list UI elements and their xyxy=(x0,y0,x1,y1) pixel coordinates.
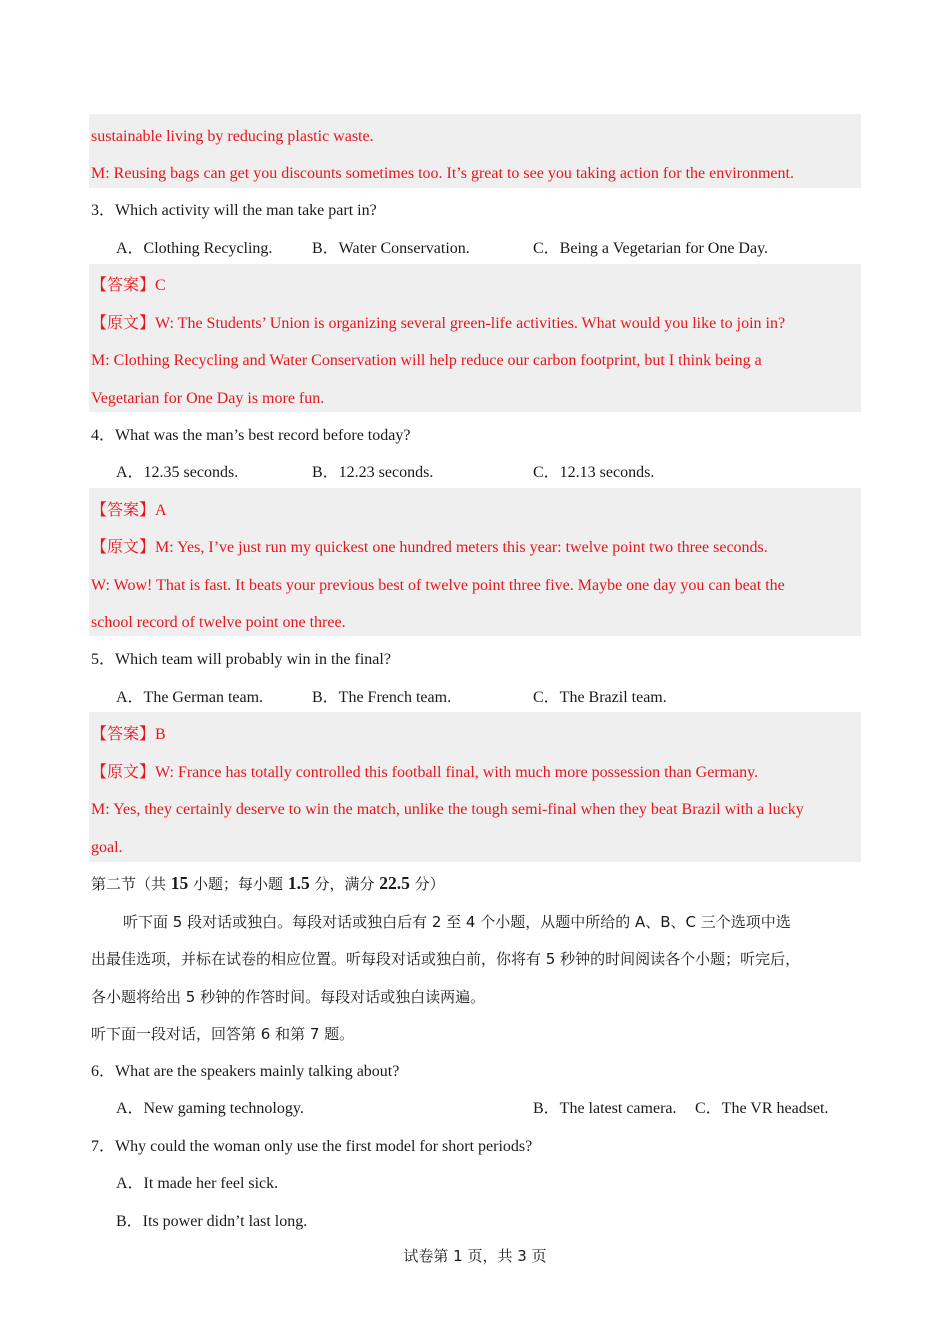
q5-transcript-line-1: 【原文】W: France has totally controlled this football final, with much more possession than Germany. xyxy=(91,764,759,781)
q5-option-c: C．The Brazil team. xyxy=(533,689,667,706)
heading-num-total: 22.5 xyxy=(379,873,410,893)
instructions-line-2: 出最佳选项，并标在试卷的相应位置。听每段对话或独白前，你将有 5 秒钟的时间阅读各个小题；听完后， xyxy=(91,950,801,968)
q2-transcript-line-2: M: Reusing bags can get you discounts sometimes too. It’s great to see you taking action for the environment. xyxy=(91,165,794,182)
section-2-heading xyxy=(91,873,445,894)
q4-transcript-line-3: school record of twelve point one three. xyxy=(91,614,346,631)
q3-option-b: B．Water Conservation. xyxy=(312,240,470,257)
page-footer: 试卷第 1 页，共 3 页 xyxy=(403,1247,547,1265)
heading-text-mid1: 小题；每小题 xyxy=(188,875,288,893)
q6-option-a: A．New gaming technology. xyxy=(116,1100,304,1117)
heading-text-pre: 第二节（共 xyxy=(91,875,171,893)
q3-option-c: C．Being a Vegetarian for One Day. xyxy=(533,240,769,257)
heading-text-post: 分） xyxy=(409,875,445,893)
heading-num-questions: 15 xyxy=(170,873,189,893)
q4-transcript-line-2: W: Wow! That is fast. It beats your previous best of twelve point three five. Maybe one day you can beat the xyxy=(91,577,785,594)
q5-transcript-line-3: goal. xyxy=(91,839,123,856)
q5-transcript-line-2: M: Yes, they certainly deserve to win the match, unlike the tough semi-final when they beat Brazil with a lucky xyxy=(91,801,804,818)
q4-question: 4．What was the man’s best record before today? xyxy=(91,427,411,444)
q5-option-a: A．The German team. xyxy=(116,689,264,706)
q7-option-b: B．Its power didn’t last long. xyxy=(116,1213,308,1230)
q3-answer: 【答案】C xyxy=(91,277,166,294)
heading-num-per-question: 1.5 xyxy=(287,873,310,893)
q3-option-a: A．Clothing Recycling. xyxy=(116,240,273,257)
q5-answer-band xyxy=(89,712,861,862)
heading-text-mid2: 分，满分 xyxy=(309,875,380,893)
q3-transcript-line-2: M: Clothing Recycling and Water Conservation will help reduce our carbon footprint, but I think being a xyxy=(91,352,762,369)
q3-question: 3．Which activity will the man take part in? xyxy=(91,202,377,219)
q7-question: 7．Why could the woman only use the first model for short periods? xyxy=(91,1138,533,1155)
q4-option-c: C．12.13 seconds. xyxy=(533,464,655,481)
instructions-line-3: 各小题将给出 5 秒钟的作答时间。每段对话或独白读两遍。 xyxy=(91,988,486,1006)
q3-transcript-line-1: 【原文】W: The Students’ Union is organizing several green-life activities. What would you like to join in? xyxy=(91,315,786,332)
q4-option-a: A．12.35 seconds. xyxy=(116,464,239,481)
q7-option-a: A．It made her feel sick. xyxy=(116,1175,279,1192)
q5-question: 5．Which team will probably win in the final? xyxy=(91,651,391,668)
q2-transcript-line-1: sustainable living by reducing plastic waste. xyxy=(91,128,374,145)
q6-question: 6．What are the speakers mainly talking about? xyxy=(91,1063,400,1080)
q3-transcript-line-3: Vegetarian for One Day is more fun. xyxy=(91,390,325,407)
instructions-line-1: 听下面 5 段对话或独白。每段对话或独白后有 2 至 4 个小题，从题中所给的 A、B、C 三个选项中选 xyxy=(123,913,791,931)
dialogue-prompt: 听下面一段对话，回答第 6 和第 7 题。 xyxy=(91,1025,355,1043)
q4-option-b: B．12.23 seconds. xyxy=(312,464,434,481)
q5-answer: 【答案】B xyxy=(91,726,166,743)
q4-answer: 【答案】A xyxy=(91,502,167,519)
q6-option-c: C．The VR headset. xyxy=(695,1100,829,1117)
q6-option-b: B．The latest camera. xyxy=(533,1100,677,1117)
q5-option-b: B．The French team. xyxy=(312,689,452,706)
q4-transcript-line-1: 【原文】M: Yes, I’ve just run my quickest one hundred meters this year: twelve point two three seconds. xyxy=(91,539,768,556)
